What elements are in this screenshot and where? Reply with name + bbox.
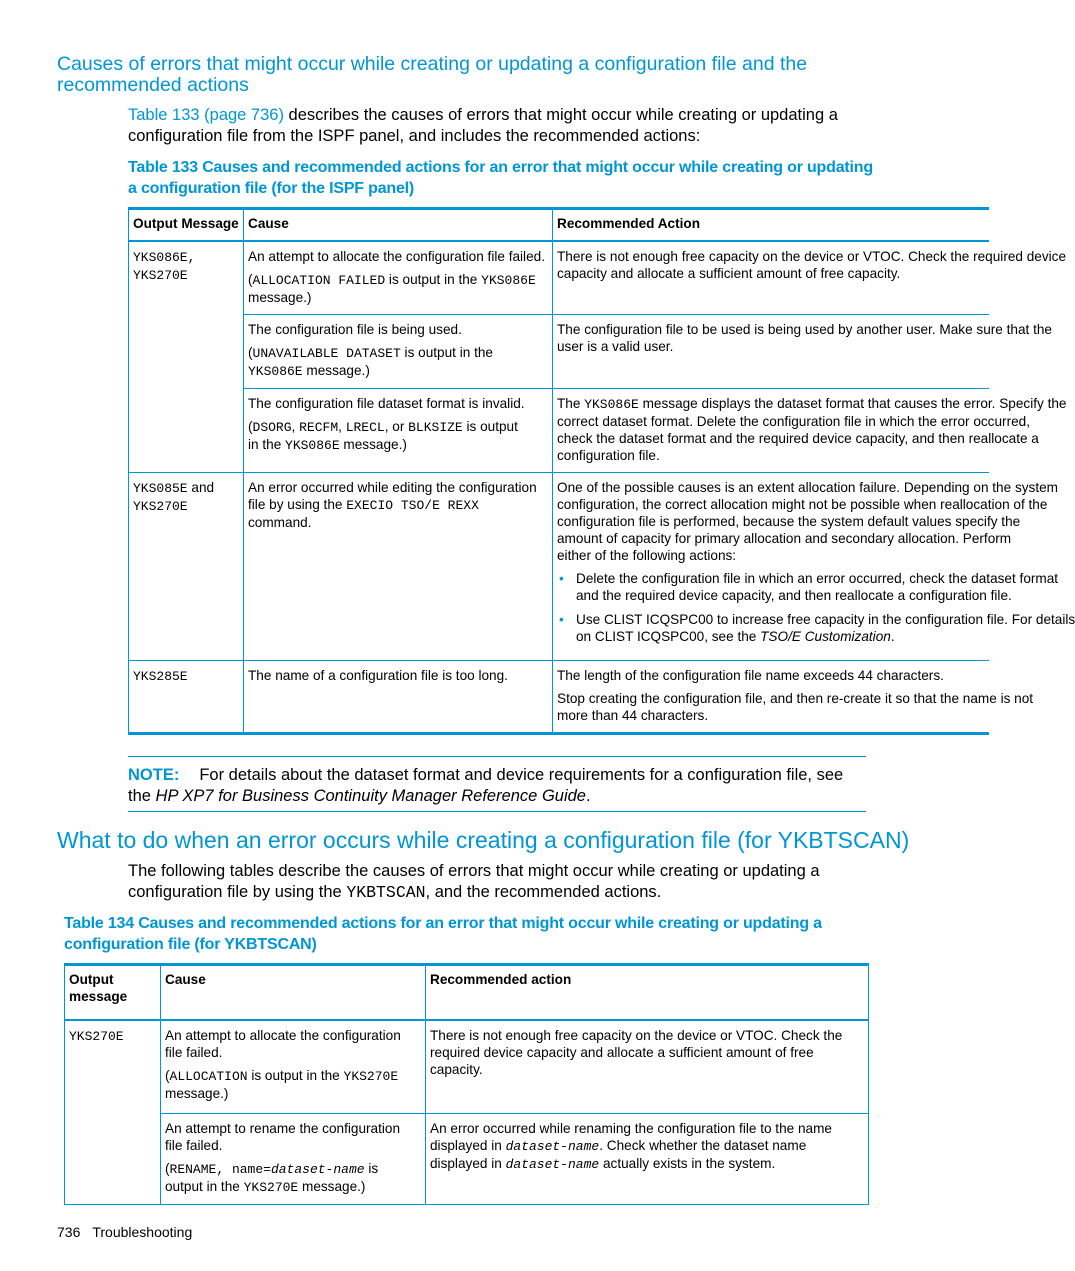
section-title-causes: Causes of errors that might occur while creating or updating a configuration file and the recommended actions (57, 53, 808, 96)
note-text: For details about the dataset format and device requirements for a configuration file, see the (128, 766, 844, 805)
output-message-cell (65, 1020, 161, 1205)
table-row (129, 241, 989, 315)
cause-text: The name of a configuration file is too long. (248, 668, 508, 683)
section-title-ykbtscan: What to do when an error occurs while creating a configuration file (for YKBTSCAN) (57, 827, 910, 853)
cause-detail: (DSORG, RECFM, LRECL, or BLKSIZE is output in the YKS086E message.) (248, 419, 518, 453)
action-bullet-list (557, 570, 1075, 645)
table-133 (128, 207, 1075, 735)
page-number: 736 (57, 1224, 81, 1240)
action-cell (426, 1114, 869, 1205)
cause-cell (244, 241, 553, 315)
cause-cell (244, 389, 553, 473)
cause-detail: (ALLOCATION FAILED is output in the YKS086E message.) (248, 272, 536, 305)
cause-cell (244, 315, 553, 389)
action-text: An error occurred while renaming the configuration file to the name displayed in dataset-name. Check whether the dataset name displayed in dataset-name actually exists in the system. (430, 1121, 832, 1172)
table-row (65, 1020, 869, 1114)
cause-detail: (RENAME, name=dataset-name is output in the YKS270E message.) (165, 1161, 379, 1195)
note-guide-title: HP XP7 for Business Continuity Manager Reference Guide (155, 787, 586, 805)
intro-paragraph-2: The following tables describe the causes of errors that might occur while creating or updating a configuration file by using the YKBTSCAN, and the recommended actions. (128, 862, 820, 902)
table-row (129, 473, 989, 661)
cause-text: An error occurred while editing the configuration file by using the EXECIO TSO/E REXX command. (248, 480, 537, 530)
action-cell (553, 473, 1075, 661)
cause-cell (161, 1114, 426, 1205)
table-row (129, 315, 989, 389)
message-code: YKS086E, (133, 250, 196, 265)
message-code: YKS270E (133, 499, 188, 514)
output-message-cell (129, 241, 244, 473)
action-cell (553, 661, 1034, 734)
list-item: • Delete the configuration file in which an error occurred, check the dataset format and the required device capacity, and then reallocate a configuration file. (576, 570, 985, 604)
action-text: The configuration file to be used is being used by another user. Make sure that the user is a valid user. (557, 322, 1052, 354)
cause-text: An attempt to rename the configuration file failed. (165, 1121, 401, 1153)
table-133-caption: Table 133 Causes and recommended actions for an error that might occur while creating or updating a configuration file (for the ISPF panel) (128, 159, 873, 197)
cause-detail: (UNAVAILABLE DATASET is output in the YKS086E message.) (248, 345, 493, 379)
header-cause: Cause (161, 965, 426, 1021)
action-cell (553, 389, 1067, 473)
cause-text: The configuration file dataset format is invalid. (248, 396, 525, 411)
table-row (65, 1114, 869, 1205)
cause-cell (161, 1020, 426, 1114)
table-134 (64, 963, 869, 1205)
action-cell (426, 1020, 869, 1114)
table-row (129, 661, 989, 734)
header-recommended-action: Recommended Action (553, 209, 989, 242)
note-label: NOTE: (128, 766, 180, 784)
action-text: The length of the configuration file name exceeds 44 characters. (557, 668, 944, 683)
action-cell (553, 241, 1067, 315)
page-footer (57, 1223, 192, 1241)
output-message-cell: YKS085E and YKS270E (129, 473, 244, 661)
table-134-caption: Table 134 Causes and recommended actions for an error that might occur while creating or updating a configuration file (for YKBTSCAN) (64, 915, 822, 953)
action-cell (553, 315, 1052, 389)
cause-text: An attempt to allocate the configuration file failed. (165, 1028, 401, 1060)
cause-cell (244, 661, 553, 734)
action-text: One of the possible causes is an extent allocation failure. Depending on the system configuration, the correct allocation might not be possible when reallocation of the configuration file is performed, because the system default values specify the amount of capacity for primary allocation and secondary allocation. Perform either of the following actions: (557, 480, 1059, 563)
table-row (129, 389, 989, 473)
intro-text: describes the causes of errors that might occur while creating or updating a configuration file from the ISPF panel, and includes the recommended actions: (128, 106, 838, 145)
message-code: YKS270E (133, 268, 188, 283)
header-output-message: Output message (65, 965, 161, 1021)
message-code: YKS270E (69, 1029, 124, 1044)
note-box: NOTE: For details about the dataset format and device requirements for a configuration file, see the HP XP7 for Business Continuity Manager Reference Guide. (128, 756, 866, 812)
header-cause: Cause (244, 209, 553, 242)
intro-paragraph (128, 105, 873, 147)
table-header-row (129, 209, 989, 242)
header-output-message: Output Message (129, 209, 244, 242)
list-item: • Use CLIST ICQSPC00 to increase free capacity in the configuration file. For details on CLIST ICQSPC00, see the TSO/E Customization. (576, 611, 985, 645)
output-message-cell (129, 661, 244, 734)
table-header-row (65, 965, 869, 1021)
footer-title: Troubleshooting (92, 1224, 193, 1240)
table-133-link[interactable]: Table 133 (page 736) (128, 106, 284, 124)
action-text: There is not enough free capacity on the device or VTOC. Check the required device capacity and allocate a sufficient amount of free capacity. (430, 1028, 843, 1077)
cause-text: An attempt to allocate the configuration file failed. (248, 249, 545, 264)
message-code: YKS085E (133, 481, 188, 496)
cause-text: The configuration file is being used. (248, 322, 462, 337)
table-133-container (128, 207, 1075, 747)
action-text: The YKS086E message displays the dataset format that causes the error. Specify the correct dataset format. Delete the configuration file in which the error occurred, check the dataset format and the required device capacity, and then reallocate a configuration file. (557, 396, 1067, 463)
message-code: YKS285E (133, 669, 188, 684)
cause-detail: (ALLOCATION is output in the YKS270E message.) (165, 1068, 399, 1101)
cause-cell (244, 473, 553, 661)
action-text: There is not enough free capacity on the device or VTOC. Check the required device capacity and allocate a sufficient amount of free capacity. (557, 249, 1067, 281)
header-recommended-action: Recommended action (426, 965, 869, 1021)
action-text: Stop creating the configuration file, and then re-create it so that the name is not more than 44 characters. (557, 691, 1034, 723)
